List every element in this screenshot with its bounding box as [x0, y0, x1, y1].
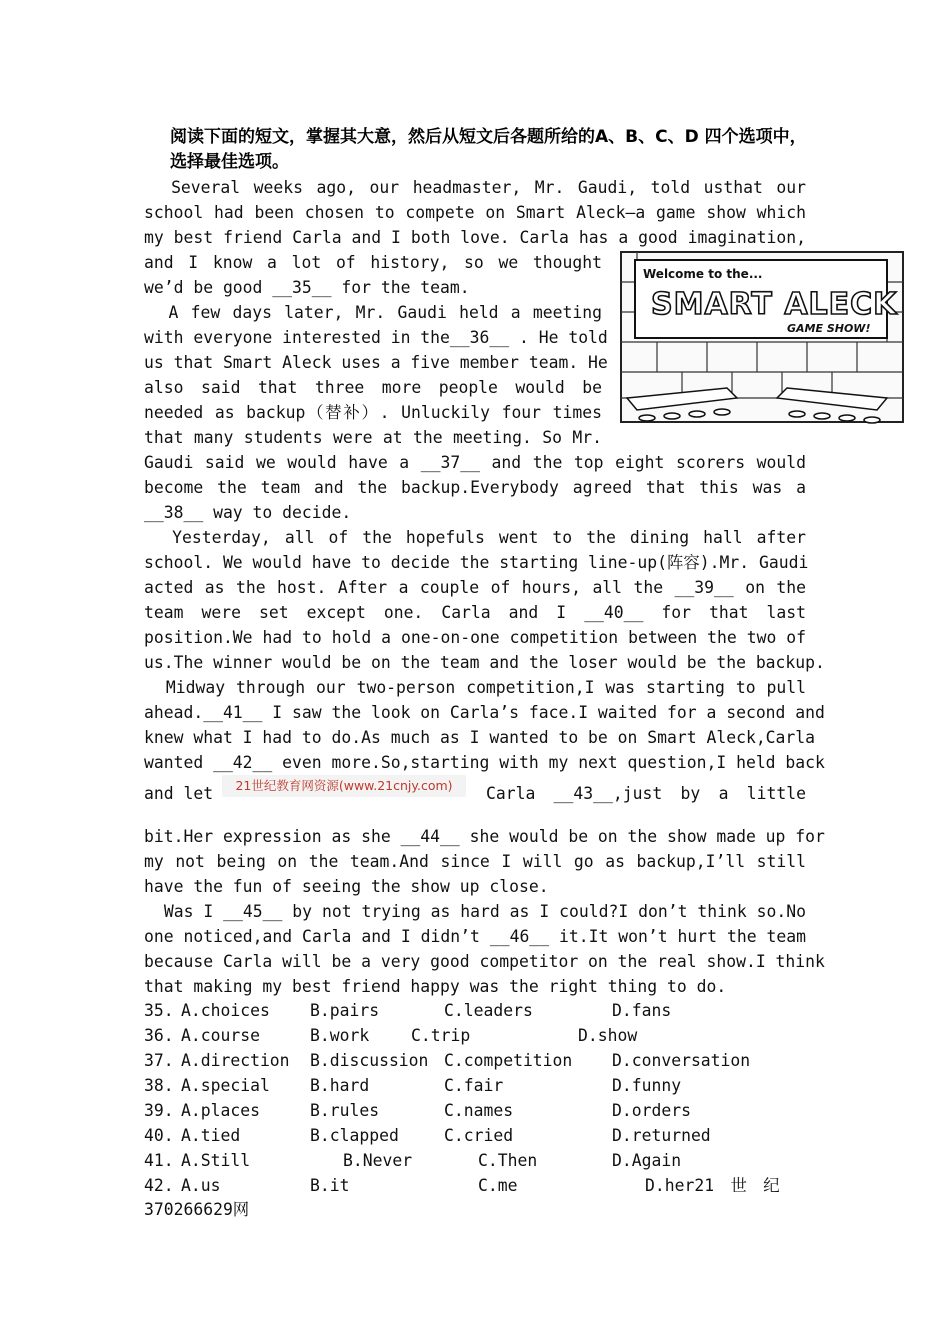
option-a: A.special: [181, 1076, 270, 1095]
option-d: D.her21 世 纪: [645, 1176, 780, 1195]
passage-line: with everyone interested in the__36__ . He told: [144, 328, 608, 347]
passage-line: school had been chosen to compete on Smart Aleck—a game show which: [144, 203, 806, 222]
question-number: 36.: [144, 1026, 174, 1045]
option-b: B.hard: [310, 1076, 370, 1095]
option-d: D.returned: [612, 1126, 711, 1145]
option-b: B.work: [310, 1026, 370, 1045]
passage-line: we’d be good __35__ for the team.: [144, 278, 470, 297]
passage-line: my not being on the team.And since I will go as backup,I’ll still: [144, 852, 806, 871]
passage-line: that making my best friend happy was the right thing to do.: [144, 977, 727, 996]
passage-line: Midway through our two-person competition,I was starting to pull: [144, 678, 806, 697]
passage-line: Was I __45__ by not trying as hard as I could?I don’t think so.No: [144, 902, 806, 921]
option-d: D.fans: [612, 1001, 672, 1020]
smart-aleck-illustration: [617, 248, 907, 430]
option-a: A.direction: [181, 1051, 290, 1070]
passage-line: us.The winner would be on the team and the loser would be the backup.: [144, 653, 825, 672]
option-c: C.cried: [444, 1126, 514, 1145]
passage-line: become the team and the backup.Everybody agreed that this was a: [144, 478, 806, 497]
passage-line: also said that three more people would be: [144, 378, 602, 397]
question-number: 39.: [144, 1101, 174, 1120]
option-b: B.clapped: [310, 1126, 399, 1145]
option-d: D.orders: [612, 1101, 691, 1120]
passage-line: because Carla will be a very good competitor on the real show.I think: [144, 952, 825, 971]
watermark-label: 21世纪教育网资源(www.21cnjy.com): [222, 775, 466, 797]
option-c: C.trip: [411, 1026, 471, 1045]
passage-line: wanted __42__ even more.So,starting with my next question,I held back: [144, 753, 825, 772]
option-c: C.fair: [444, 1076, 504, 1095]
passage-line: knew what I had to do.As much as I wanted to be on Smart Aleck,Carla: [144, 728, 816, 747]
option-c: C.me: [478, 1176, 518, 1195]
option-b: B.pairs: [310, 1001, 380, 1020]
option-b: B.Never: [343, 1151, 413, 1170]
passage-line: team were set except one. Carla and I __40__ for that last: [144, 603, 806, 622]
question-number: 37.: [144, 1051, 174, 1070]
passage-line: ahead.__41__ I saw the look on Carla’s face.I waited for a second and: [144, 703, 825, 722]
option-c: C.competition: [444, 1051, 573, 1070]
passage-line: one noticed,and Carla and I didn’t __46__ it.It won’t hurt the team: [144, 927, 806, 946]
question-number: 38.: [144, 1076, 174, 1095]
question-number: 42.: [144, 1176, 174, 1195]
option-b: B.it: [310, 1176, 350, 1195]
option-c: C.Then: [478, 1151, 538, 1170]
passage-line: Yesterday, all of the hopefuls went to the dining hall after: [144, 528, 806, 547]
passage-line: needed as backup（替补）. Unluckily four times: [144, 403, 602, 422]
option-a: A.us: [181, 1176, 221, 1195]
option-b: B.rules: [310, 1101, 380, 1120]
option-d: D.Again: [612, 1151, 682, 1170]
passage-line: Gaudi said we would have a __37__ and the top eight scorers would: [144, 453, 806, 472]
question-number: 35.: [144, 1001, 174, 1020]
option-d: D.conversation: [612, 1051, 751, 1070]
option-c: C.leaders: [444, 1001, 533, 1020]
option-a: A.tied: [181, 1126, 241, 1145]
passage-line: A few days later, Mr. Gaudi held a meeting: [144, 303, 602, 322]
option-a: A.course: [181, 1026, 260, 1045]
option-a: A.places: [181, 1101, 260, 1120]
question-number: 41.: [144, 1151, 174, 1170]
option-d: D.show: [578, 1026, 638, 1045]
passage-line: position.We had to hold a one-on-one competition between the two of: [144, 628, 806, 647]
passage-line: and let: [144, 784, 214, 803]
figure-welcome-text: Welcome to the...: [643, 267, 763, 281]
passage-line: Several weeks ago, our headmaster, Mr. Gaudi, told usthat our: [144, 178, 806, 197]
passage-line: Carla __43__,just by a little: [486, 784, 806, 803]
passage-line: bit.Her expression as she __44__ she would be on the show made up for: [144, 827, 825, 846]
question-number: 40.: [144, 1126, 174, 1145]
passage-line: that many students were at the meeting. So Mr.: [144, 428, 602, 447]
option-a: A.choices: [181, 1001, 270, 1020]
figure-subtitle-text: GAME SHOW!: [787, 322, 871, 335]
passage-line: us that Smart Aleck uses a five member team. He: [144, 353, 608, 372]
passage-line: acted as the host. After a couple of hours, all the __39__ on the: [144, 578, 806, 597]
passage-line: have the fun of seeing the show up close.: [144, 877, 549, 896]
option-b: B.discussion: [310, 1051, 429, 1070]
instructions-heading: 阅读下面的短文，掌握其大意，然后从短文后各题所给的A、B、C、D 四个选项中，选择最佳选项。: [170, 127, 807, 172]
option-d: D.funny: [612, 1076, 682, 1095]
figure-title-text: SMART ALECK: [651, 287, 898, 322]
passage-line: __38__ way to decide.: [144, 503, 352, 522]
option-c: C.names: [444, 1101, 514, 1120]
passage-line: school. We would have to decide the starting line-up(阵容).Mr. Gaudi: [144, 553, 809, 572]
footer-text: 370266629网: [144, 1200, 250, 1219]
option-a: A.Still: [181, 1151, 251, 1170]
passage-line: my best friend Carla and I both love. Carla has a good imagination,: [144, 228, 806, 247]
passage-line: and I know a lot of history, so we thought: [144, 253, 602, 272]
